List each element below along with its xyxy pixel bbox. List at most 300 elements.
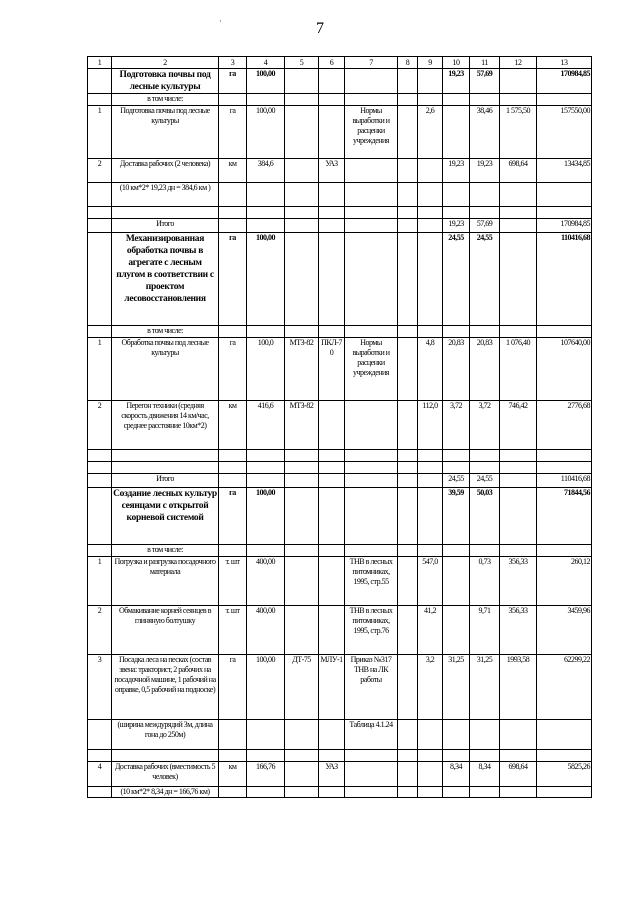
description-cell: (ширина междурядий 3м, длина гона до 250м) (112, 720, 219, 750)
header-cell: 1 (88, 57, 112, 69)
table-cell: 4 (88, 762, 112, 787)
table-cell (219, 326, 247, 338)
description-cell: Обмакивание корней сеянцев в глиняную болтушку (112, 606, 219, 655)
table-cell (418, 545, 443, 557)
table-cell (285, 787, 319, 798)
table-cell: 400,00 (247, 557, 285, 606)
table-cell (319, 207, 345, 219)
table-cell: га (219, 338, 247, 401)
table-row (88, 183, 592, 207)
description-cell: (10 км*2* 8,34 дн = 166,76 км) (112, 787, 219, 798)
table-cell (443, 545, 470, 557)
table-cell (219, 219, 247, 233)
table-row (88, 474, 592, 488)
table-cell (398, 159, 418, 183)
table-cell: Таблица 4.1.24 (345, 720, 398, 750)
table-cell (443, 183, 470, 207)
table-cell (345, 462, 398, 474)
table-cell (398, 233, 418, 326)
table-cell (319, 750, 345, 762)
header-cell: 6 (319, 57, 345, 69)
table-row (88, 401, 592, 450)
table-cell (418, 750, 443, 762)
table-row (88, 233, 592, 326)
table-row (88, 159, 592, 183)
table-cell (285, 106, 319, 159)
table-cell (88, 462, 112, 474)
table-cell (443, 450, 470, 462)
header-cell: 13 (537, 57, 592, 69)
table-cell (398, 762, 418, 787)
header-cell: 10 (443, 57, 470, 69)
table-cell: 3 (88, 655, 112, 720)
table-cell: ДТ-75 (285, 655, 319, 720)
table-cell: 20,83 (443, 338, 470, 401)
table-cell (500, 326, 537, 338)
table-cell (345, 450, 398, 462)
description-cell: Механизированная обработка почвы в агрегате с лесным плугом в соответствии с проектом лесовосстановления (112, 233, 219, 326)
table-cell: 170984,85 (537, 69, 592, 94)
table-cell (398, 750, 418, 762)
table-cell (398, 787, 418, 798)
table-cell (247, 545, 285, 557)
table-cell (537, 326, 592, 338)
table-cell (285, 183, 319, 207)
table-cell: 1 575,50 (500, 106, 537, 159)
table-cell (285, 545, 319, 557)
table-cell: 31,25 (443, 655, 470, 720)
table-cell (345, 762, 398, 787)
table-cell: км (219, 159, 247, 183)
table-cell (319, 219, 345, 233)
table-cell: 2 (88, 159, 112, 183)
table-cell: 100,0 (247, 338, 285, 401)
table-cell: 8,34 (470, 762, 500, 787)
table-cell (88, 750, 112, 762)
table-cell (443, 207, 470, 219)
table-cell (319, 450, 345, 462)
table-cell (537, 720, 592, 750)
table-cell (537, 450, 592, 462)
table-row (88, 94, 592, 106)
header-cell: 9 (418, 57, 443, 69)
table-cell (247, 474, 285, 488)
description-cell: Перегон техники (средняя скорость движения 14 км/час, среднее расстояние 10км*2) (112, 401, 219, 450)
table-cell: 9,71 (470, 606, 500, 655)
table-cell (285, 557, 319, 606)
table-cell: 100,00 (247, 233, 285, 326)
description-cell (112, 207, 219, 219)
table-cell (500, 233, 537, 326)
table-row (88, 606, 592, 655)
table-cell (418, 326, 443, 338)
table-cell: т. шт (219, 606, 247, 655)
description-cell (112, 462, 219, 474)
table-cell (285, 219, 319, 233)
table-cell: 170984,85 (537, 219, 592, 233)
description-cell: (10 км*2* 19,23 дн = 384,6 км ) (112, 183, 219, 207)
table-cell (398, 207, 418, 219)
table-cell (500, 69, 537, 94)
table-cell (319, 183, 345, 207)
table-row (88, 69, 592, 94)
header-cell: 3 (219, 57, 247, 69)
table-cell: 157550,00 (537, 106, 592, 159)
table-cell (247, 720, 285, 750)
header-row (88, 57, 592, 69)
table-cell (285, 462, 319, 474)
table-cell: 24,55 (470, 233, 500, 326)
table-cell (470, 545, 500, 557)
table-cell (219, 94, 247, 106)
table-cell (398, 183, 418, 207)
description-cell: Доставка рабочих (вместимость 5 человек) (112, 762, 219, 787)
table-cell (219, 474, 247, 488)
table-cell: 39,59 (443, 488, 470, 545)
table-cell (500, 787, 537, 798)
table-cell (88, 207, 112, 219)
table-cell (500, 545, 537, 557)
table-cell: 166,76 (247, 762, 285, 787)
description-cell (112, 450, 219, 462)
table-cell (319, 557, 345, 606)
table-cell (219, 450, 247, 462)
table-cell (247, 750, 285, 762)
table-cell (443, 462, 470, 474)
description-cell (112, 750, 219, 762)
table-row (88, 338, 592, 401)
table-cell (219, 787, 247, 798)
page-number: 7 (316, 20, 324, 37)
table-cell (398, 401, 418, 450)
table-cell (443, 606, 470, 655)
table-cell (285, 69, 319, 94)
table-cell (88, 720, 112, 750)
table-cell (500, 462, 537, 474)
table-cell: ТНВ в лесных питомниках, 1995, стр.76 (345, 606, 398, 655)
table-cell: 2,6 (418, 106, 443, 159)
table-cell (418, 720, 443, 750)
table-cell (247, 207, 285, 219)
table-cell (345, 233, 398, 326)
table-cell (470, 462, 500, 474)
table-cell (345, 219, 398, 233)
table-cell (500, 750, 537, 762)
table-cell (537, 750, 592, 762)
table-cell: км (219, 401, 247, 450)
estimate-table (87, 56, 592, 798)
table-cell (418, 488, 443, 545)
table-cell (285, 606, 319, 655)
table-cell (418, 183, 443, 207)
table-cell (537, 787, 592, 798)
table-cell (537, 462, 592, 474)
table-cell: га (219, 69, 247, 94)
table-cell (285, 488, 319, 545)
table-cell (345, 94, 398, 106)
table-cell (398, 94, 418, 106)
table-cell (398, 655, 418, 720)
table-cell (319, 606, 345, 655)
table-cell: га (219, 488, 247, 545)
table-cell (247, 462, 285, 474)
table-cell (319, 69, 345, 94)
table-cell (345, 488, 398, 545)
table-cell: ПКЛ-70 (319, 338, 345, 401)
table-row (88, 750, 592, 762)
table-cell (398, 450, 418, 462)
table-cell (345, 787, 398, 798)
table-cell: 110416,68 (537, 474, 592, 488)
table-cell (398, 462, 418, 474)
table-cell (319, 233, 345, 326)
table-cell: 356,33 (500, 606, 537, 655)
table-cell (500, 474, 537, 488)
table-cell (88, 94, 112, 106)
table-cell (443, 557, 470, 606)
table-cell (319, 462, 345, 474)
table-cell: 2 (88, 401, 112, 450)
table-cell (285, 720, 319, 750)
table-cell (418, 94, 443, 106)
table-cell (418, 450, 443, 462)
table-cell (319, 488, 345, 545)
table-cell (398, 557, 418, 606)
table-cell: т. шт (219, 557, 247, 606)
table-cell: ТНВ в лесных питомниках, 1995, стр.55 (345, 557, 398, 606)
table-cell: УАЗ (319, 159, 345, 183)
table-cell: МТЗ-82 (285, 338, 319, 401)
table-cell (345, 401, 398, 450)
table-cell: 5825,26 (537, 762, 592, 787)
table-cell (219, 750, 247, 762)
table-cell (443, 750, 470, 762)
table-cell (285, 233, 319, 326)
table-cell (319, 545, 345, 557)
table-cell (319, 401, 345, 450)
table-cell (345, 750, 398, 762)
table-cell: Приказ №317 ТНВ на ЛК работы (345, 655, 398, 720)
description-cell: в том числе: (112, 326, 219, 338)
description-cell: Итого (112, 474, 219, 488)
table-cell: 1 (88, 106, 112, 159)
description-cell: Итого (112, 219, 219, 233)
table-row (88, 655, 592, 720)
table-cell: 38,46 (470, 106, 500, 159)
table-cell (398, 106, 418, 159)
table-cell: 0,73 (470, 557, 500, 606)
table-cell (470, 750, 500, 762)
table-cell (398, 545, 418, 557)
table-cell: 100,00 (247, 488, 285, 545)
table-cell: 62299,22 (537, 655, 592, 720)
table-cell (470, 94, 500, 106)
table-cell: 19,23 (443, 159, 470, 183)
table-cell (398, 219, 418, 233)
table-cell (247, 94, 285, 106)
table-cell (345, 207, 398, 219)
table-cell (247, 450, 285, 462)
table-cell (285, 94, 319, 106)
table-cell (319, 94, 345, 106)
table-cell: МТЗ-82 (285, 401, 319, 450)
table-row (88, 762, 592, 787)
table-cell: 746,42 (500, 401, 537, 450)
table-cell (398, 338, 418, 401)
header-cell: 11 (470, 57, 500, 69)
table-cell (443, 326, 470, 338)
table-cell: 50,03 (470, 488, 500, 545)
table-cell: 1 (88, 338, 112, 401)
table-cell (470, 787, 500, 798)
table-cell: 547,0 (418, 557, 443, 606)
table-cell (470, 207, 500, 219)
table-cell: 19,23 (443, 69, 470, 94)
table-row (88, 219, 592, 233)
table-cell (500, 94, 537, 106)
table-cell (345, 159, 398, 183)
table-cell: 19,23 (470, 159, 500, 183)
table-cell (470, 183, 500, 207)
table-cell (88, 787, 112, 798)
table-cell (345, 69, 398, 94)
table-cell (88, 450, 112, 462)
table-cell (418, 159, 443, 183)
table-cell (500, 488, 537, 545)
table-cell: га (219, 655, 247, 720)
table-cell (247, 219, 285, 233)
table-cell (285, 326, 319, 338)
description-cell: в том числе: (112, 545, 219, 557)
table-cell: 20,83 (470, 338, 500, 401)
description-cell: Доставка рабочих (2 человека) (112, 159, 219, 183)
table-cell: 13434,85 (537, 159, 592, 183)
table-row (88, 557, 592, 606)
table-row (88, 462, 592, 474)
description-cell: Создание лесных культур сеянцами с открытой корневой системой (112, 488, 219, 545)
table-cell: Нормы выработки и расценки учреждения (345, 338, 398, 401)
table-cell (418, 69, 443, 94)
table-cell: га (219, 106, 247, 159)
table-cell: 112,0 (418, 401, 443, 450)
table-cell: 1993,58 (500, 655, 537, 720)
table-cell: 356,33 (500, 557, 537, 606)
table-cell (345, 545, 398, 557)
header-cell: 2 (112, 57, 219, 69)
stray-mark: · (219, 17, 222, 26)
table-cell: 1 (88, 557, 112, 606)
table-cell: 400,00 (247, 606, 285, 655)
table-row (88, 106, 592, 159)
table-row (88, 545, 592, 557)
table-cell: км (219, 762, 247, 787)
description-cell: Подготовка почвы под лесные культуры (112, 69, 219, 94)
table-cell (443, 94, 470, 106)
table-cell (443, 106, 470, 159)
table-row (88, 787, 592, 798)
table-cell (247, 183, 285, 207)
table-cell (88, 488, 112, 545)
table-cell (285, 474, 319, 488)
table-cell (443, 787, 470, 798)
table-cell (219, 183, 247, 207)
table-cell (345, 326, 398, 338)
description-cell: Обработка почвы под лесные культуры (112, 338, 219, 401)
table-cell (418, 207, 443, 219)
table-cell (443, 720, 470, 750)
table-cell (470, 720, 500, 750)
table-cell (345, 474, 398, 488)
table-cell: 19,23 (443, 219, 470, 233)
table-cell (319, 787, 345, 798)
table-cell: 384,6 (247, 159, 285, 183)
table-cell: Нормы выработки и расценки учреждения (345, 106, 398, 159)
table-cell: 24,55 (443, 233, 470, 326)
table-cell (247, 326, 285, 338)
table-cell (88, 326, 112, 338)
table-cell (345, 183, 398, 207)
table-cell: 71844,56 (537, 488, 592, 545)
table-cell (219, 545, 247, 557)
table-cell: УАЗ (319, 762, 345, 787)
table-cell (418, 474, 443, 488)
table-cell (219, 720, 247, 750)
table-cell: 57,69 (470, 219, 500, 233)
description-cell: Погрузка и разгрузка посадочного материала (112, 557, 219, 606)
table-cell (285, 159, 319, 183)
table-cell (398, 326, 418, 338)
table-cell: 1 076,40 (500, 338, 537, 401)
table-cell: МЛУ-1 (319, 655, 345, 720)
table-cell (88, 233, 112, 326)
table-cell: га (219, 233, 247, 326)
table-cell: 110416,68 (537, 233, 592, 326)
table-cell: 698,64 (500, 159, 537, 183)
description-cell: Подготовка почвы под лесные культуры (112, 106, 219, 159)
table-cell: 41,2 (418, 606, 443, 655)
table-cell (88, 545, 112, 557)
description-cell: в том числе: (112, 94, 219, 106)
table-cell: 3,72 (470, 401, 500, 450)
table-cell (88, 183, 112, 207)
table-cell (537, 545, 592, 557)
table-cell (88, 474, 112, 488)
table-cell: 698,64 (500, 762, 537, 787)
table-row (88, 720, 592, 750)
header-cell: 12 (500, 57, 537, 69)
table-cell: 8,34 (443, 762, 470, 787)
table-row (88, 488, 592, 545)
table-cell: 260,12 (537, 557, 592, 606)
table-cell (285, 450, 319, 462)
table-cell: 2776,68 (537, 401, 592, 450)
table-cell (219, 207, 247, 219)
table-cell (88, 219, 112, 233)
table-cell: 31,25 (470, 655, 500, 720)
table-cell (88, 69, 112, 94)
table-cell (537, 94, 592, 106)
table-cell (285, 750, 319, 762)
table-cell (319, 106, 345, 159)
table-cell (319, 720, 345, 750)
table-cell (500, 207, 537, 219)
header-cell: 7 (345, 57, 398, 69)
table-cell (319, 474, 345, 488)
table-cell (285, 762, 319, 787)
header-cell: 8 (398, 57, 418, 69)
table-row (88, 207, 592, 219)
table-cell: 100,00 (247, 655, 285, 720)
